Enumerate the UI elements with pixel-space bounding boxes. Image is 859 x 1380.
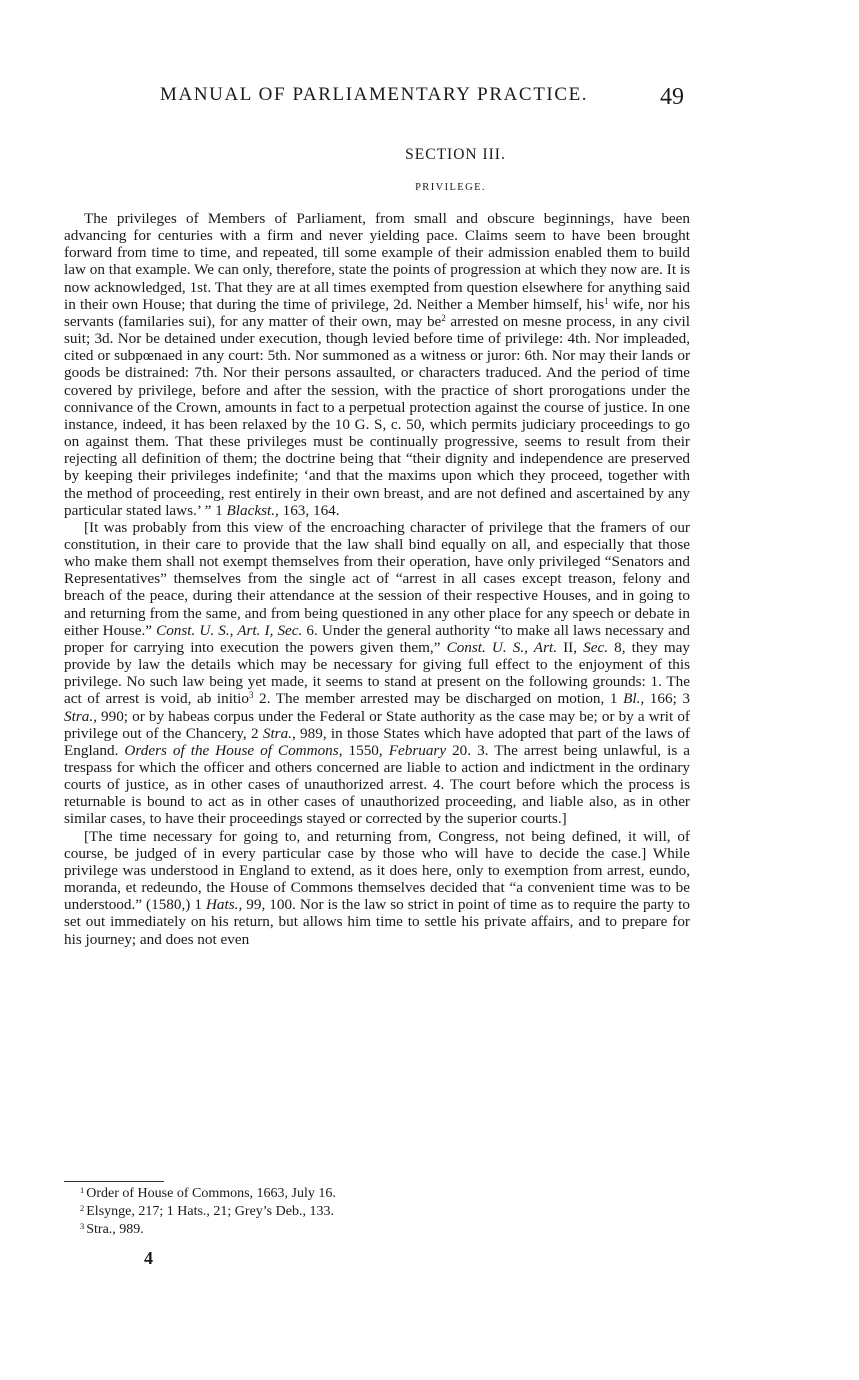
- running-head: MANUAL OF PARLIAMENTARY PRACTICE.: [160, 84, 589, 105]
- footnotes: [80, 1185, 680, 1239]
- citation-italic: Bl.,: [623, 690, 645, 708]
- text-run: 8, they may provide by law the details which may be necessary for giving full effect to the enjoyment of this privilege. No such law being yet made, it seems to stand at present on the following grounds: 1. The act of arrest is void, ab initio: [64, 638, 691, 708]
- text-run: 20. 3. The arrest being unlawful, is a trespass for which the officer and others concerned are liable to action and indictment in the ordinary courts of justice, as in other cases of unauthorized arrest. 4. The court before which the process is returnable is bound to act as in other cases of unauthorized proceeding, and liable also, as in other similar cases, to have their proceedings stayed or corrected by the superior courts.]: [64, 741, 690, 828]
- text-run: 989, in those States which have adopted that part of the laws of England.: [64, 724, 691, 759]
- footnote-mark: 2: [80, 1203, 85, 1213]
- citation-italic: Orders of the House of Commons,: [124, 741, 343, 759]
- text-run: 1550,: [342, 741, 389, 759]
- text-run: The privileges of Members of Parliament, from small and obscure beginnings, have been advancing for centuries with a firm and never yielding pace. Claims seem to have been brought forward from time to time, and repeated, till some example of their admission enabled them to build law on that example. We can only, therefore, state the points of progression at which they now are. It is now acknowledged, 1st. That they are at all times exempted from question elsewhere for anything said in their own House; that during the time of privilege, 2d. Neither a Member himself, his: [64, 210, 690, 313]
- signature-mark: 4: [144, 1248, 153, 1268]
- text-run: 2. The member arrested may be discharged on motion, 1: [253, 690, 624, 708]
- page-number: 49: [660, 84, 684, 110]
- text-run: 166; 3: [644, 690, 690, 708]
- footnote-text: Stra., 989.: [86, 1222, 144, 1237]
- footnote-reference: 1: [604, 295, 609, 306]
- text-run: 163, 164.: [278, 501, 340, 519]
- text-run: [The time necessary for going to, and returning from, Congress, not being defined, it will, of course, be judged of in every particular case by those who will have to decide the case.] While privilege was understood in England to extend, as it does here, only to exemption from arrest, eundo, moranda, et redeundo, the House of Commons themselves decided that “a convenient time was to be understood.” (1580,) 1: [64, 827, 690, 914]
- citation-italic: Sec.: [583, 638, 609, 656]
- text-run: arrested on mesne process, in any civil suit; 3d. Nor be detained under execution, though levied before time of privilege: 4th. Nor impleaded, cited or subpœnaed in any court: 5th. Nor summoned as a witness or juror: 6th. Nor may their lands or goods be distrained: 7th. Nor their persons assaulted, or characters traduced. And the period of time covered by privilege, before and after the session, with the practice of short prorogations under the connivance of the Crown, amounts in fact to a perpetual protection against the course of justice. In one instance, indeed, it has been relaxed by the 10 G. S, c. 50, which permits judiciary proceedings to go on against them. That these privileges must be continually progressive, seems to result from their rejecting all definition of them; the doctrine being that “their dignity and independence are preserved by keeping their privileges indefinite; ‘and that the maxims upon which they proceed, together with the method of proceeding, rest entirely in their own breast, and are not defined and ascertained by any particular stated laws.’ ” 1: [64, 312, 690, 519]
- footnote: [80, 1185, 680, 1203]
- text-run: wife, nor his servants (familaries sui), for any matter of their own, may be: [64, 295, 690, 330]
- citation-italic: Stra.,: [262, 724, 296, 742]
- paragraph: [64, 828, 690, 948]
- section-title: SECTION III.: [405, 146, 506, 163]
- citation-italic: Const. U. S., Art. I, Sec.: [156, 621, 303, 639]
- citation-italic: Const. U. S., Art.: [446, 638, 558, 656]
- footnote: [80, 1221, 680, 1239]
- footnote-reference: 2: [441, 312, 446, 323]
- body-text: [64, 210, 690, 948]
- paragraph: [64, 519, 690, 828]
- text-run: 99, 100. Nor is the law so strict in point of time as to require the party to set out immediately on his return, but allows him time to settle his private affairs, and to prepare for his journey; and does not even: [64, 896, 690, 948]
- footnote-mark: 1: [80, 1185, 85, 1195]
- footnote-reference: 3: [248, 690, 254, 701]
- footnote-text: Elsynge, 217; 1 Hats., 21; Grey’s Deb., 133.: [86, 1204, 334, 1219]
- text-run: 6. Under the general authority “to make all laws necessary and proper for carrying into execution the powers given them,”: [64, 621, 691, 656]
- text-run: II,: [557, 638, 584, 656]
- citation-italic: Blackst.,: [226, 501, 279, 519]
- citation-italic: Hats.,: [205, 896, 243, 914]
- footnote-rule: [64, 1181, 164, 1182]
- text-run: [It was probably from this view of the encroaching character of privilege that the framers of our constitution, in their care to provide that the law shall bind equally on all, and especially that those who make them shall not exempt themselves from their operation, have only privileged “Senators and Representatives” themselves from the single act of “arrest in all cases except treason, felony and breach of the peace, during their attendance at the session of their respective Houses, and in going to and returning from the same, and from being questioned in any other place for any speech or debate in either House.”: [64, 518, 690, 639]
- footnote-mark: 3: [80, 1221, 85, 1231]
- section-subtitle: PRIVILEGE.: [415, 182, 486, 193]
- footnote: [80, 1203, 680, 1221]
- text-run: 990; or by habeas corpus under the Federal or State authority as the case may be; or by a writ of privilege out of the Chancery, 2: [64, 707, 690, 742]
- citation-italic: February: [388, 741, 447, 759]
- footnote-text: Order of House of Commons, 1663, July 16.: [86, 1186, 336, 1201]
- citation-italic: Stra.,: [64, 707, 97, 725]
- paragraph: [64, 210, 690, 519]
